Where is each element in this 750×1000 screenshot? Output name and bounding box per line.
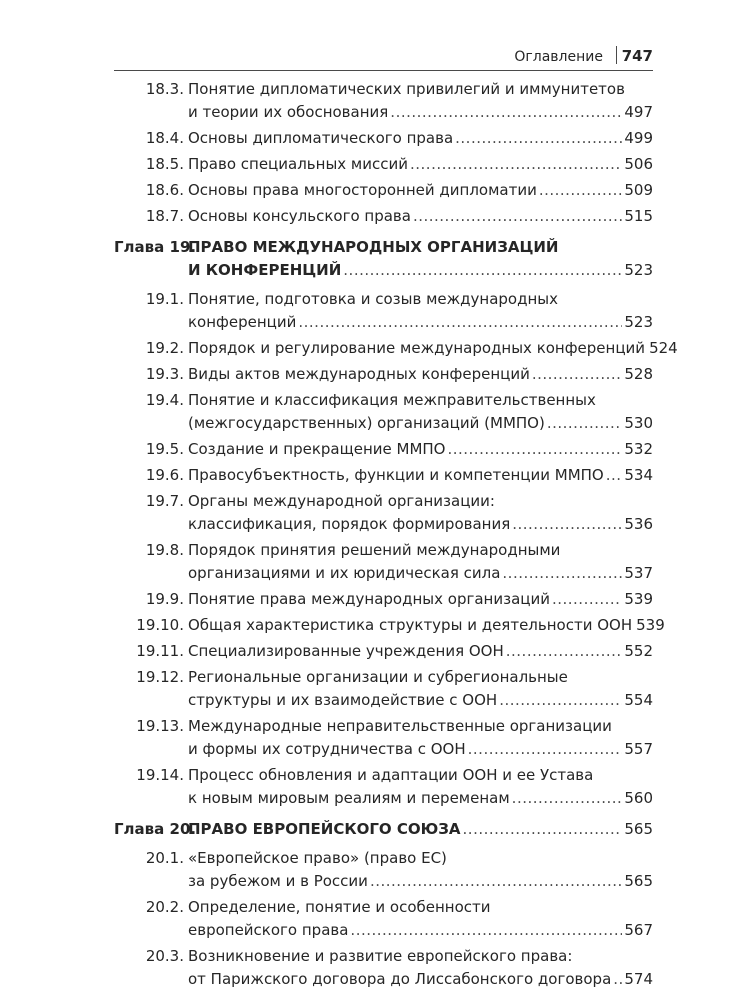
entry-title-line: Понятие, подготовка и созыв международных — [188, 290, 558, 308]
entry-page-number: 523 — [624, 261, 653, 279]
toc-section-entry — [114, 614, 665, 637]
dot-leader — [390, 101, 622, 124]
entry-last-line — [188, 412, 653, 435]
entry-body — [188, 588, 653, 611]
entry-title-text: организациями и их юридическая сила — [188, 564, 501, 582]
entry-title-line: Понятие и классификация межправительственных — [188, 391, 596, 409]
entry-page-number: 554 — [624, 691, 653, 709]
toc-chapter-entry — [114, 818, 653, 841]
entry-page-number: 536 — [624, 515, 653, 533]
entry-title-text: ПРАВО ЕВРОПЕЙСКОГО СОЮЗА — [188, 820, 461, 838]
toc-section-entry — [114, 896, 653, 942]
entry-number: 19.10. — [136, 616, 184, 634]
dot-leader — [298, 311, 622, 334]
toc-section-entry — [114, 588, 653, 611]
entry-last-line — [188, 614, 665, 637]
entry-page-number: 528 — [624, 365, 653, 383]
entry-last-line — [188, 870, 653, 893]
entry-body — [188, 288, 653, 334]
entry-title-text: Специализированные учреждения ООН — [188, 642, 504, 660]
toc-section-entry — [114, 715, 653, 761]
entry-title-text: Понятие права международных организаций — [188, 590, 550, 608]
entry-title-text: Основы дипломатического права — [188, 129, 454, 147]
dot-leader — [613, 968, 622, 991]
entry-page-number: 565 — [624, 872, 653, 890]
dot-leader — [463, 818, 623, 841]
entry-page-number: 515 — [624, 207, 653, 225]
toc-section-entry — [114, 205, 653, 228]
entry-title-text: Основы права многосторонней дипломатии — [188, 181, 537, 199]
entry-body — [188, 438, 653, 461]
entry-body — [188, 236, 653, 282]
entry-title-text: структуры и их взаимодействие с ООН — [188, 691, 498, 709]
dot-leader — [447, 438, 622, 461]
entry-number: 19.5. — [145, 440, 184, 458]
entry-title-text: Порядок и регулирование международных конференций — [188, 339, 646, 357]
dot-leader — [539, 179, 623, 202]
entry-page-number: 537 — [624, 564, 653, 582]
entry-last-line — [188, 179, 653, 202]
entry-number: 19.8. — [145, 541, 184, 559]
header-divider — [616, 46, 617, 64]
toc-section-entry — [114, 179, 653, 202]
entry-title-line: Понятие дипломатических привилегий и иммунитетов — [188, 80, 625, 98]
toc-section-entry — [114, 640, 653, 663]
entry-page-number: 530 — [624, 414, 653, 432]
entry-title-text: Виды актов международных конференций — [188, 365, 530, 383]
entry-title-line: Порядок принятия решений международными — [188, 541, 561, 559]
entry-number: 20.1. — [145, 849, 184, 867]
entry-number: 18.5. — [145, 155, 184, 173]
entry-body — [188, 179, 653, 202]
entry-page-number: 539 — [636, 616, 665, 634]
entry-body — [188, 464, 653, 487]
entry-body — [188, 539, 653, 585]
entry-number: 19.13. — [136, 717, 184, 735]
entry-title-line: Международные неправительственные организации — [188, 717, 612, 735]
entry-page-number: 574 — [624, 970, 653, 988]
dot-leader — [499, 689, 622, 712]
entry-title-text: Создание и прекращение ММПО — [188, 440, 446, 458]
entry-last-line — [188, 738, 653, 761]
entry-body — [188, 127, 653, 150]
header-rule — [114, 70, 653, 71]
dot-leader — [606, 464, 623, 487]
entry-title-text: Право специальных миссий — [188, 155, 408, 173]
entry-body — [188, 945, 653, 991]
entry-title-line: «Европейское право» (право ЕС) — [188, 849, 447, 867]
entry-number: 19.4. — [145, 391, 184, 409]
dot-leader — [370, 870, 622, 893]
entry-number: 19.11. — [136, 642, 184, 660]
toc-section-entry — [114, 363, 653, 386]
toc-chapter-entry — [114, 236, 653, 282]
toc-section-entry — [114, 847, 653, 893]
entry-title-line: Определение, понятие и особенности — [188, 898, 491, 916]
entry-last-line — [188, 787, 653, 810]
entry-body — [188, 896, 653, 942]
entry-title-text: конференций — [188, 313, 297, 331]
entry-title-text: Правосубъектность, функции и компетенции ММПО — [188, 466, 604, 484]
entry-number: 19.1. — [145, 290, 184, 308]
entry-body — [188, 205, 653, 228]
entry-number: Глава 19. — [114, 238, 197, 256]
entry-title-text: и формы их сотрудничества с ООН — [188, 740, 466, 758]
entry-number: 18.3. — [145, 80, 184, 98]
entry-title-text: и теории их обоснования — [188, 103, 389, 121]
entry-last-line — [188, 337, 678, 360]
entry-body — [188, 640, 653, 663]
entry-page-number: 532 — [624, 440, 653, 458]
entry-page-number: 506 — [624, 155, 653, 173]
entry-number: 19.7. — [145, 492, 184, 510]
entry-title-text: классификация, порядок формирования — [188, 515, 511, 533]
entry-page-number: 534 — [624, 466, 653, 484]
toc-section-entry — [114, 666, 653, 712]
entry-body — [188, 389, 653, 435]
dot-leader — [532, 363, 623, 386]
entry-title-line: Возникновение и развитие европейского права: — [188, 947, 573, 965]
entry-title-text: (межгосударственных) организаций (ММПО) — [188, 414, 545, 432]
entry-number: 18.4. — [145, 129, 184, 147]
entry-page-number: 524 — [649, 339, 678, 357]
dot-leader — [512, 513, 622, 536]
entry-body — [188, 363, 653, 386]
entry-last-line — [188, 438, 653, 461]
entry-page-number: 565 — [624, 820, 653, 838]
toc-section-entry — [114, 764, 653, 810]
entry-last-line — [188, 205, 653, 228]
dot-leader — [413, 205, 622, 228]
entry-last-line — [188, 513, 653, 536]
entry-page-number: 567 — [624, 921, 653, 939]
entry-number: 19.3. — [145, 365, 184, 383]
entry-body — [188, 764, 653, 810]
dot-leader — [506, 640, 623, 663]
entry-last-line — [188, 818, 653, 841]
entry-body — [188, 337, 678, 360]
page-number: 747 — [621, 47, 653, 65]
toc-section-entry — [114, 78, 653, 124]
entry-page-number: 552 — [624, 642, 653, 660]
entry-page-number: 497 — [624, 103, 653, 121]
entry-last-line — [188, 101, 653, 124]
dot-leader — [410, 153, 622, 176]
entry-last-line — [188, 464, 653, 487]
entry-title-line: Органы международной организации: — [188, 492, 495, 510]
entry-body — [188, 153, 653, 176]
entry-title-text: И КОНФЕРЕНЦИЙ — [188, 261, 342, 279]
entry-last-line — [188, 153, 653, 176]
entry-last-line — [188, 562, 653, 585]
entry-page-number: 557 — [624, 740, 653, 758]
entry-body — [188, 818, 653, 841]
entry-last-line — [188, 127, 653, 150]
entry-body — [188, 666, 653, 712]
entry-last-line — [188, 919, 653, 942]
entry-last-line — [188, 640, 653, 663]
entry-number: 18.7. — [145, 207, 184, 225]
toc-section-entry — [114, 127, 653, 150]
dot-leader — [343, 259, 622, 282]
toc-section-entry — [114, 153, 653, 176]
running-header — [0, 34, 653, 70]
dot-leader — [350, 919, 622, 942]
entry-title-text: Основы консульского права — [188, 207, 411, 225]
entry-number: 19.9. — [145, 590, 184, 608]
entry-title-text: европейского права — [188, 921, 349, 939]
entry-number: 19.14. — [136, 766, 184, 784]
entry-number: 19.6. — [145, 466, 184, 484]
toc-section-entry — [114, 438, 653, 461]
entry-number: 18.6. — [145, 181, 184, 199]
entry-last-line — [188, 689, 653, 712]
entry-number: 20.2. — [145, 898, 184, 916]
entry-last-line — [188, 259, 653, 282]
entry-title-line: Региональные организации и субрегиональные — [188, 668, 568, 686]
entry-body — [188, 715, 653, 761]
entry-body — [188, 847, 653, 893]
entry-body — [188, 614, 665, 637]
toc-section-entry — [114, 389, 653, 435]
entry-page-number: 523 — [624, 313, 653, 331]
toc-section-entry — [114, 490, 653, 536]
entry-title-line: ПРАВО МЕЖДУНАРОДНЫХ ОРГАНИЗАЦИЙ — [188, 238, 559, 256]
entry-last-line — [188, 968, 653, 991]
entry-last-line — [188, 311, 653, 334]
entry-last-line — [188, 588, 653, 611]
entry-number: 19.2. — [145, 339, 184, 357]
dot-leader — [552, 588, 622, 611]
dot-leader — [502, 562, 622, 585]
entry-title-text: Общая характеристика структуры и деятельности ООН — [188, 616, 633, 634]
entry-body — [188, 78, 653, 124]
entry-number: Глава 20. — [114, 820, 197, 838]
toc-section-entry — [114, 945, 653, 991]
dot-leader — [468, 738, 623, 761]
entry-page-number: 560 — [624, 789, 653, 807]
entry-body — [188, 490, 653, 536]
entry-last-line — [188, 363, 653, 386]
entry-page-number: 509 — [624, 181, 653, 199]
entry-title-text: за рубежом и в России — [188, 872, 368, 890]
entry-number: 20.3. — [145, 947, 184, 965]
dot-leader — [512, 787, 623, 810]
toc-section-entry — [114, 539, 653, 585]
dot-leader — [547, 412, 623, 435]
entry-title-line: Процесс обновления и адаптации ООН и ее Устава — [188, 766, 594, 784]
entry-page-number: 539 — [624, 590, 653, 608]
toc-section-entry — [114, 288, 653, 334]
table-of-contents — [114, 78, 678, 994]
running-header-section: Оглавление — [514, 49, 603, 65]
entry-title-text: от Парижского договора до Лиссабонского договора — [188, 970, 612, 988]
toc-section-entry — [114, 337, 678, 360]
entry-page-number: 499 — [624, 129, 653, 147]
dot-leader — [455, 127, 622, 150]
entry-title-text: к новым мировым реалиям и переменам — [188, 789, 510, 807]
toc-section-entry — [114, 464, 653, 487]
entry-number: 19.12. — [136, 668, 184, 686]
